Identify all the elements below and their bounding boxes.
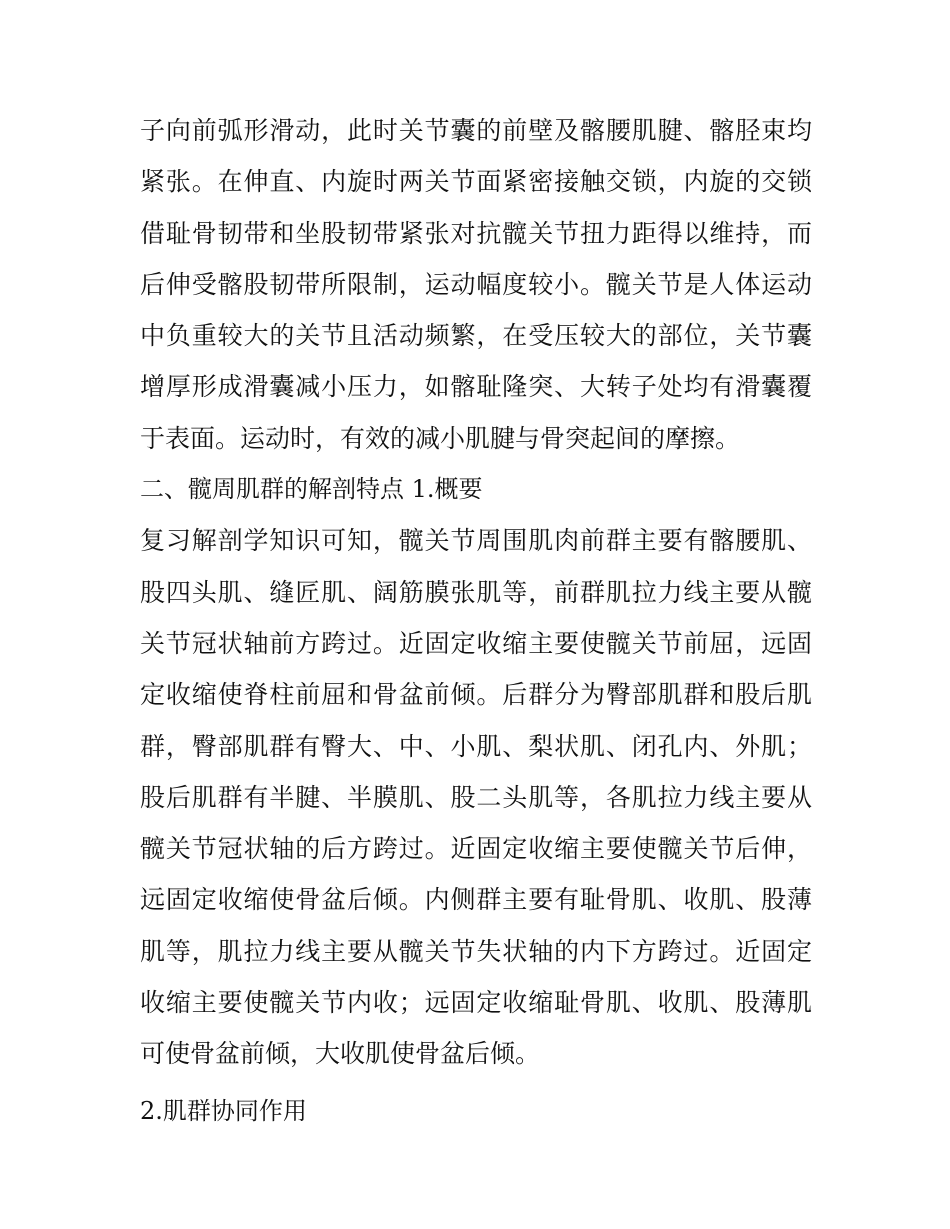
paragraph-hip-joint-capsule: 子向前弧形滑动，此时关节囊的前壁及髂腰肌腱、髂胫束均紧张。在伸直、内旋时两关节面紧密接触交锁，内旋的交锁借耻骨韧带和坐股韧带紧张对抗髋关节扭力距得以维持，而后伸受髂股韧带所限制，运动幅度较小。髋关节是人体运动中负重较大的关节且活动频繁，在受压较大的部位，关节囊增厚形成滑囊减小压力，如髂耻隆突、大转子处均有滑囊覆于表面。运动时，有效的减小肌腱与骨突起间的摩擦。 (140, 116, 812, 453)
document-body (140, 105, 812, 1137)
paragraph-muscle-groups: 复习解剖学知识可知，髋关节周围肌肉前群主要有髂腰肌、股四头肌、缝匠肌、阔筋膜张肌等，前群肌拉力线主要从髋关节冠状轴前方跨过。近固定收缩主要使髋关节前屈，远固定收缩使脊柱前屈和骨盆前倾。后群分为臀部肌群和股后肌群，臀部肌群有臀大、中、小肌、梨状肌、闭孔内、外肌；股后肌群有半腱、半膜肌、股二头肌等，各肌拉力线主要从髋关节冠状轴的后方跨过。近固定收缩主要使髋关节后伸，远固定收缩使骨盆后倾。内侧群主要有耻骨肌、收肌、股薄肌等，肌拉力线主要从髋关节失状轴的内下方跨过。近固定收缩主要使髋关节内收；远固定收缩耻骨肌、收肌、股薄肌可使骨盆前倾，大收肌使骨盆后倾。 (140, 526, 812, 1069)
section-heading-muscle-synergy: 2.肌群协同作用 (140, 1096, 307, 1125)
section-heading-muscle-anatomy: 二、髋周肌群的解剖特点 1.概要 (140, 475, 483, 504)
